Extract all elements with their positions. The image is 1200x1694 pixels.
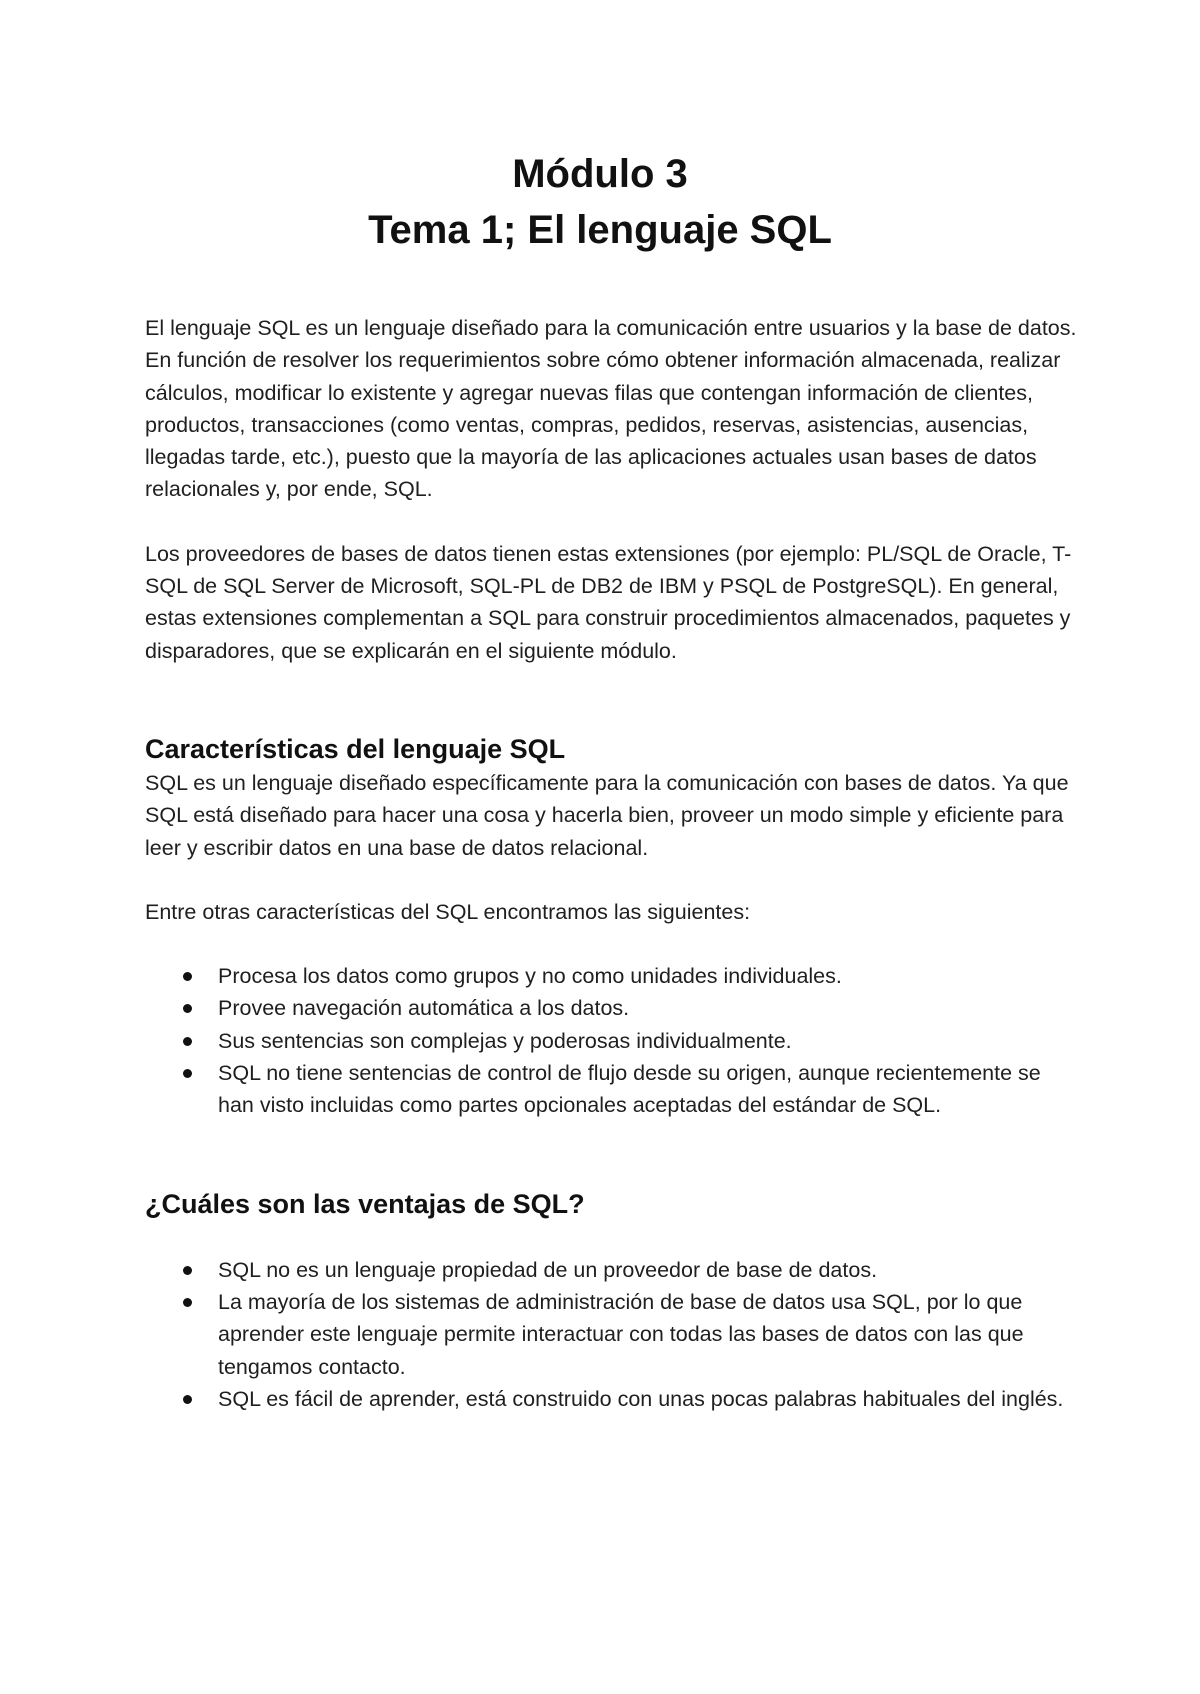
list-item xyxy=(145,960,1080,992)
list-item-text: Provee navegación automática a los datos. xyxy=(218,996,630,1021)
title-line-topic: Tema 1; El lenguaje SQL xyxy=(368,208,832,252)
bullet-icon xyxy=(183,1298,192,1307)
bullet-icon xyxy=(183,972,192,981)
section-heading-characteristics: Características del lenguaje SQL xyxy=(145,733,566,764)
paragraph-spacer xyxy=(145,1222,1080,1254)
list-item-text: La mayoría de los sistemas de administración de base de datos usa SQL, por lo que aprender este lenguaje permite interactuar con todas las bases de datos con las que tengamos contacto. xyxy=(218,1289,1024,1379)
list-item xyxy=(145,1254,1080,1286)
list-item-text: SQL es fácil de aprender, está construido con unas pocas palabras habituales del inglés. xyxy=(218,1386,1064,1411)
list-item-text: Procesa los datos como grupos y no como unidades individuales. xyxy=(218,964,842,989)
document-title xyxy=(0,146,1200,258)
paragraph-spacer xyxy=(145,864,1080,896)
bullet-icon xyxy=(183,1004,192,1013)
paragraph-spacer xyxy=(145,506,1080,538)
paragraph-spacer xyxy=(145,928,1080,960)
list-item xyxy=(145,992,1080,1024)
list-item-text: SQL no es un lenguaje propiedad de un proveedor de base de datos. xyxy=(218,1257,878,1282)
bullet-icon xyxy=(183,1069,192,1078)
list-item xyxy=(145,1286,1080,1383)
title-line-module: Módulo 3 xyxy=(512,152,688,196)
list-item xyxy=(145,1025,1080,1057)
advantages-list xyxy=(145,1254,1080,1415)
section-spacer xyxy=(145,1122,1080,1186)
list-item xyxy=(145,1383,1080,1415)
characteristics-list xyxy=(145,960,1080,1121)
section-heading-advantages: ¿Cuáles son las ventajas de SQL? xyxy=(145,1188,585,1219)
characteristics-paragraph-2: Entre otras características del SQL encontramos las siguientes: xyxy=(145,899,751,924)
bullet-icon xyxy=(183,1037,192,1046)
list-item-text: SQL no tiene sentencias de control de flujo desde su origen, aunque recientemente se han visto incluidas como partes opcionales aceptadas del estándar de SQL. xyxy=(218,1061,1041,1118)
document-body xyxy=(145,312,1080,1415)
characteristics-paragraph-1: SQL es un lenguaje diseñado específicamente para la comunicación con bases de datos. Ya que SQL está diseñado para hacer una cosa y hacerla bien, proveer un modo simple y eficiente para leer y escribir datos en una base de datos relacional. xyxy=(145,770,1069,860)
list-item xyxy=(145,1057,1080,1122)
list-item-text: Sus sentencias son complejas y poderosas individualmente. xyxy=(218,1028,792,1053)
intro-paragraph-1: El lenguaje SQL es un lenguaje diseñado para la comunicación entre usuarios y la base de datos. En función de resolver los requerimientos sobre cómo obtener información almacenada, realizar cálculos, modificar lo existente y agregar nuevas filas que contengan información de clientes, productos, transacciones (como ventas, compras, pedidos, reservas, asistencias, ausencias, llegadas tarde, etc.), puesto que la mayoría de las aplicaciones actuales usan bases de datos relacionales y, por ende, SQL. xyxy=(145,316,1077,502)
bullet-icon xyxy=(183,1266,192,1275)
section-spacer xyxy=(145,667,1080,731)
bullet-icon xyxy=(183,1395,192,1404)
intro-paragraph-2: Los proveedores de bases de datos tienen estas extensiones (por ejemplo: PL/SQL de Oracle, T-SQL de SQL Server de Microsoft, SQL-PL de DB2 de IBM y PSQL de PostgreSQL). En general, estas extensiones complementan a SQL para construir procedimientos almacenados, paquetes y disparadores, que se explicarán en el siguiente módulo. xyxy=(145,541,1072,663)
